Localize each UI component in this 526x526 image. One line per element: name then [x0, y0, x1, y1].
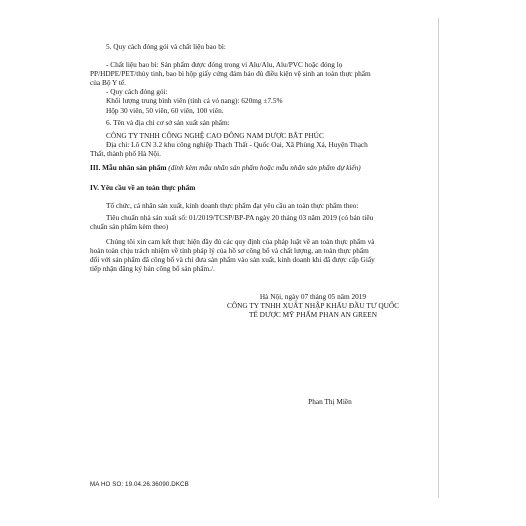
section5-box-line: Hộp 30 viên, 50 viên, 60 viên, 100 viên. — [106, 106, 224, 115]
signer-name: Phan Thị Miền — [308, 397, 352, 406]
signature-company-line2: TẾ DƯỢC MỸ PHẨM PHAN AN GREEN — [248, 310, 378, 319]
section4-para2-line1: Tiêu chuẩn nhà sản xuất số: 01/2019/TCSP/BP-PA ngày 20 tháng 03 năm 2019 (có bản tiêu — [106, 213, 374, 222]
section4-para3-line4: tiếp nhận đăng ký bản công bố sản phẩm./. — [90, 264, 215, 273]
section3-heading-bold: III. Mẫu nhãn sản phẩm — [90, 163, 167, 172]
section6-company: CÔNG TY TNHH CÔNG NGHỆ CAO ĐÔNG NAM DƯỢC BẮT PHÚC — [106, 131, 324, 140]
signature-company-line1: CÔNG TY TNHH XUẤT NHẬP KHẨU ĐẦU TƯ QUỐC — [226, 301, 399, 310]
section6-address-line1: Địa chỉ: Lô CN 3.2 khu công nghiệp Thạch Thất - Quốc Oai, Xã Phùng Xá, Huyện Thạch — [106, 140, 368, 149]
section4-para1: Tổ chức, cá nhân sản xuất, kinh doanh thực phẩm đạt yêu cầu an toàn thực phẩm theo: — [106, 201, 359, 210]
section4-para2-line2: chuẩn sản phẩm kèm theo) — [90, 222, 169, 231]
signature-date: Hà Nội, ngày 07 tháng 05 năm 2019 — [259, 292, 367, 301]
section3-heading — [90, 163, 361, 172]
section4-heading: IV. Yêu cầu về an toàn thực phẩm — [90, 183, 196, 192]
section6-heading: 6. Tên và địa chỉ cơ sở sản xuất sản phẩm: — [106, 118, 230, 127]
page-edge-line — [438, 18, 439, 498]
section5-weight-line: Khối lượng trung bình viên (tính cả vỏ nang): 620mg ±7.5% — [106, 96, 283, 105]
section4-para3-line2: hoàn toàn chịu trách nhiệm về tính pháp lý của hồ sơ công bố và chất lượng, an toàn thực phẩm — [90, 246, 369, 255]
section3-heading-italic: (đính kèm mẫu nhãn sản phẩm hoặc mẫu nhãn sản phẩm dự kiến) — [166, 163, 361, 172]
section5-material-line3: của Bộ Y tế. — [90, 78, 126, 87]
section6-address-line2: Thất, thành phố Hà Nội. — [90, 149, 161, 158]
section5-material-line1: - Chất liệu bao bì: Sản phẩm được đóng trong vỉ Alu/Alu, Alu/PVC hoặc đóng lọ — [106, 60, 343, 69]
section5-packing-heading: - Quy cách đóng gói: — [106, 87, 168, 96]
section5-heading: 5. Quy cách đóng gói và chất liệu bao bì: — [106, 42, 226, 51]
section4-para3-line3: đối với sản phẩm đã công bố và chỉ đưa sản phẩm vào sản xuất, kinh doanh khi đã được cấp Giấy — [90, 255, 375, 264]
section5-material-line2: PP/HDPE/PET/thủy tinh, bao bì hộp giấy cứng đảm bảo đủ điều kiện vệ sinh an toàn thực phẩm — [90, 69, 371, 78]
dossier-code: MA HO SO: 19.04.26.36090.DKCB — [90, 481, 189, 488]
section4-para3-line1: Chúng tôi xin cam kết thực hiện đầy đủ các quy định của pháp luật về an toàn thực phẩm và — [106, 237, 375, 246]
